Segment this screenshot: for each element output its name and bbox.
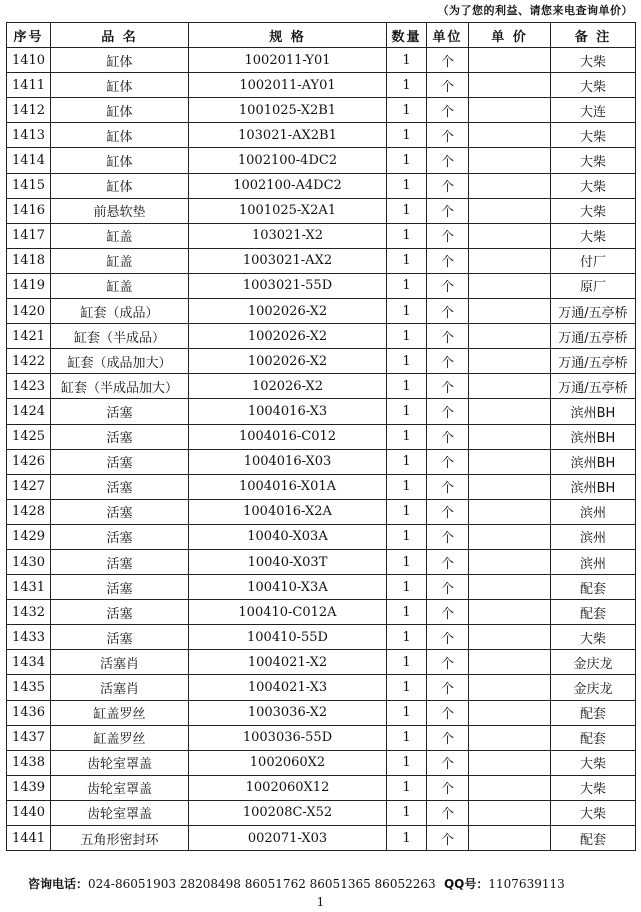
cell-product-name: 缸套（成品加大） (51, 349, 189, 374)
cell-specification: 1004016-X2A (189, 499, 387, 524)
cell-serial-no: 1415 (7, 173, 51, 198)
cell-remark: 金庆龙 (551, 650, 636, 675)
cell-remark: 滨州BH (551, 399, 636, 424)
table-row (7, 349, 636, 374)
cell-unit: 个 (427, 73, 469, 98)
table-row (7, 524, 636, 549)
cell-unit-price (469, 775, 551, 800)
cell-product-name: 齿轮室罩盖 (51, 750, 189, 775)
cell-product-name: 活塞肖 (51, 650, 189, 675)
cell-product-name: 五角形密封环 (51, 826, 189, 851)
table-row (7, 775, 636, 800)
cell-unit: 个 (427, 549, 469, 574)
table-row (7, 173, 636, 198)
cell-serial-no: 1421 (7, 324, 51, 349)
cell-specification: 102026-X2 (189, 374, 387, 399)
cell-product-name: 活塞 (51, 549, 189, 574)
table-row (7, 98, 636, 123)
cell-unit: 个 (427, 625, 469, 650)
cell-specification: 1003021-55D (189, 273, 387, 298)
cell-quantity: 1 (387, 223, 427, 248)
cell-product-name: 活塞 (51, 449, 189, 474)
cell-product-name: 活塞 (51, 625, 189, 650)
table-row (7, 123, 636, 148)
cell-specification: 1002060X2 (189, 750, 387, 775)
contact-label: 咨询电话： (28, 877, 89, 891)
cell-quantity: 1 (387, 474, 427, 499)
header-specification: 规 格 (189, 23, 387, 48)
cell-remark: 大柴 (551, 800, 636, 825)
table-row (7, 600, 636, 625)
cell-specification: 103021-AX2B1 (189, 123, 387, 148)
cell-unit-price (469, 499, 551, 524)
cell-remark: 滨州BH (551, 449, 636, 474)
cell-remark: 滨州 (551, 499, 636, 524)
cell-serial-no: 1417 (7, 223, 51, 248)
qq-label: QQ号： (443, 877, 489, 891)
cell-unit: 个 (427, 198, 469, 223)
cell-serial-no: 1432 (7, 600, 51, 625)
cell-quantity: 1 (387, 600, 427, 625)
cell-unit-price (469, 173, 551, 198)
cell-remark: 配套 (551, 600, 636, 625)
cell-specification: 1002011-AY01 (189, 73, 387, 98)
cell-unit: 个 (427, 324, 469, 349)
cell-unit-price (469, 474, 551, 499)
cell-quantity: 1 (387, 650, 427, 675)
cell-unit-price (469, 650, 551, 675)
cell-specification: 1002100-A4DC2 (189, 173, 387, 198)
cell-product-name: 齿轮室罩盖 (51, 775, 189, 800)
cell-unit: 个 (427, 449, 469, 474)
cell-remark: 万通/五亭桥 (551, 349, 636, 374)
cell-quantity: 1 (387, 524, 427, 549)
cell-product-name: 活塞 (51, 424, 189, 449)
parts-price-table (6, 22, 636, 851)
cell-serial-no: 1440 (7, 800, 51, 825)
cell-serial-no: 1435 (7, 675, 51, 700)
cell-specification: 1004016-X01A (189, 474, 387, 499)
cell-unit-price (469, 826, 551, 851)
cell-quantity: 1 (387, 98, 427, 123)
cell-unit-price (469, 98, 551, 123)
cell-product-name: 活塞 (51, 474, 189, 499)
cell-unit-price (469, 198, 551, 223)
cell-specification: 1004016-X03 (189, 449, 387, 474)
cell-remark: 配套 (551, 725, 636, 750)
cell-serial-no: 1426 (7, 449, 51, 474)
cell-serial-no: 1425 (7, 424, 51, 449)
cell-specification: 1002026-X2 (189, 324, 387, 349)
cell-remark: 大柴 (551, 198, 636, 223)
cell-serial-no: 1434 (7, 650, 51, 675)
table-header-row (7, 23, 636, 48)
table-row (7, 675, 636, 700)
cell-unit: 个 (427, 349, 469, 374)
cell-specification: 1004021-X3 (189, 675, 387, 700)
cell-remark: 付厂 (551, 248, 636, 273)
table-row (7, 750, 636, 775)
contact-phones: 024-86051903 28208498 86051762 86051365 86052263 (88, 877, 436, 891)
cell-serial-no: 1438 (7, 750, 51, 775)
cell-product-name: 活塞 (51, 499, 189, 524)
cell-unit-price (469, 625, 551, 650)
cell-specification: 1002026-X2 (189, 299, 387, 324)
cell-specification: 100410-55D (189, 625, 387, 650)
page-number: 1 (316, 895, 325, 909)
cell-quantity: 1 (387, 123, 427, 148)
cell-unit: 个 (427, 650, 469, 675)
cell-remark: 万通/五亭桥 (551, 299, 636, 324)
table-row (7, 424, 636, 449)
cell-unit: 个 (427, 424, 469, 449)
cell-serial-no: 1436 (7, 700, 51, 725)
cell-product-name: 缸体 (51, 123, 189, 148)
cell-remark: 配套 (551, 575, 636, 600)
table-row (7, 575, 636, 600)
cell-remark: 大柴 (551, 775, 636, 800)
cell-unit: 个 (427, 248, 469, 273)
table-row (7, 826, 636, 851)
cell-unit: 个 (427, 123, 469, 148)
cell-unit: 个 (427, 173, 469, 198)
cell-serial-no: 1416 (7, 198, 51, 223)
cell-remark: 滨州 (551, 549, 636, 574)
cell-unit: 个 (427, 750, 469, 775)
cell-remark: 大柴 (551, 223, 636, 248)
cell-serial-no: 1429 (7, 524, 51, 549)
cell-specification: 002071-X03 (189, 826, 387, 851)
cell-unit: 个 (427, 675, 469, 700)
cell-product-name: 缸体 (51, 73, 189, 98)
cell-remark: 万通/五亭桥 (551, 324, 636, 349)
cell-product-name: 缸套（半成品） (51, 324, 189, 349)
header-remark: 备 注 (551, 23, 636, 48)
cell-unit-price (469, 424, 551, 449)
cell-serial-no: 1411 (7, 73, 51, 98)
cell-quantity: 1 (387, 148, 427, 173)
cell-quantity: 1 (387, 700, 427, 725)
cell-unit-price (469, 600, 551, 625)
cell-unit-price (469, 449, 551, 474)
cell-unit-price (469, 800, 551, 825)
cell-unit: 个 (427, 700, 469, 725)
cell-unit-price (469, 725, 551, 750)
cell-remark: 滨州BH (551, 424, 636, 449)
table-row (7, 399, 636, 424)
cell-quantity: 1 (387, 725, 427, 750)
cell-unit: 个 (427, 98, 469, 123)
cell-unit: 个 (427, 223, 469, 248)
cell-unit-price (469, 349, 551, 374)
cell-remark: 大柴 (551, 73, 636, 98)
table-row (7, 650, 636, 675)
cell-serial-no: 1422 (7, 349, 51, 374)
cell-quantity: 1 (387, 449, 427, 474)
cell-serial-no: 1419 (7, 273, 51, 298)
cell-quantity: 1 (387, 73, 427, 98)
cell-unit: 个 (427, 48, 469, 73)
table-row (7, 273, 636, 298)
cell-unit-price (469, 324, 551, 349)
cell-specification: 1004021-X2 (189, 650, 387, 675)
table-row (7, 248, 636, 273)
cell-product-name: 活塞 (51, 524, 189, 549)
cell-remark: 大柴 (551, 148, 636, 173)
cell-unit-price (469, 575, 551, 600)
table-row (7, 148, 636, 173)
cell-quantity: 1 (387, 549, 427, 574)
cell-quantity: 1 (387, 198, 427, 223)
cell-unit-price (469, 675, 551, 700)
cell-unit-price (469, 273, 551, 298)
cell-quantity: 1 (387, 775, 427, 800)
cell-specification: 1002026-X2 (189, 349, 387, 374)
cell-serial-no: 1427 (7, 474, 51, 499)
table-row (7, 700, 636, 725)
cell-quantity: 1 (387, 750, 427, 775)
cell-unit-price (469, 48, 551, 73)
cell-quantity: 1 (387, 424, 427, 449)
cell-unit: 个 (427, 826, 469, 851)
cell-unit-price (469, 223, 551, 248)
price-inquiry-note: （为了您的利益、请您来电查询单价） (437, 4, 633, 17)
cell-specification: 1003021-AX2 (189, 248, 387, 273)
cell-specification: 1003036-55D (189, 725, 387, 750)
cell-quantity: 1 (387, 399, 427, 424)
cell-remark: 金庆龙 (551, 675, 636, 700)
cell-product-name: 前悬软垫 (51, 198, 189, 223)
cell-product-name: 缸体 (51, 48, 189, 73)
cell-remark: 大柴 (551, 625, 636, 650)
cell-remark: 滨州 (551, 524, 636, 549)
cell-specification: 1001025-X2A1 (189, 198, 387, 223)
cell-specification: 1001025-X2B1 (189, 98, 387, 123)
header-quantity: 数量 (387, 23, 427, 48)
cell-quantity: 1 (387, 499, 427, 524)
cell-remark: 滨州BH (551, 474, 636, 499)
cell-specification: 100410-X3A (189, 575, 387, 600)
table-row (7, 800, 636, 825)
cell-quantity: 1 (387, 826, 427, 851)
cell-product-name: 缸盖 (51, 273, 189, 298)
cell-serial-no: 1431 (7, 575, 51, 600)
table-row (7, 725, 636, 750)
cell-product-name: 缸套（成品） (51, 299, 189, 324)
cell-product-name: 缸盖 (51, 223, 189, 248)
cell-specification: 103021-X2 (189, 223, 387, 248)
cell-unit: 个 (427, 499, 469, 524)
cell-unit-price (469, 750, 551, 775)
cell-product-name: 活塞 (51, 399, 189, 424)
cell-product-name: 缸体 (51, 98, 189, 123)
cell-remark: 大柴 (551, 123, 636, 148)
cell-product-name: 活塞 (51, 600, 189, 625)
cell-serial-no: 1414 (7, 148, 51, 173)
cell-specification: 1004016-C012 (189, 424, 387, 449)
cell-unit-price (469, 700, 551, 725)
cell-remark: 大柴 (551, 750, 636, 775)
cell-unit: 个 (427, 800, 469, 825)
cell-serial-no: 1430 (7, 549, 51, 574)
cell-remark: 大柴 (551, 48, 636, 73)
contact-footer (28, 875, 565, 892)
cell-unit: 个 (427, 273, 469, 298)
cell-serial-no: 1439 (7, 775, 51, 800)
cell-unit-price (469, 73, 551, 98)
cell-product-name: 活塞肖 (51, 675, 189, 700)
cell-quantity: 1 (387, 625, 427, 650)
table-row (7, 499, 636, 524)
cell-remark: 配套 (551, 700, 636, 725)
table-row (7, 324, 636, 349)
cell-specification: 100410-C012A (189, 600, 387, 625)
cell-serial-no: 1423 (7, 374, 51, 399)
cell-quantity: 1 (387, 675, 427, 700)
header-product-name: 品 名 (51, 23, 189, 48)
cell-specification: 1004016-X3 (189, 399, 387, 424)
cell-unit: 个 (427, 524, 469, 549)
table-row (7, 223, 636, 248)
qq-number: 1107639113 (488, 877, 565, 891)
cell-specification: 1003036-X2 (189, 700, 387, 725)
cell-serial-no: 1428 (7, 499, 51, 524)
cell-quantity: 1 (387, 173, 427, 198)
cell-unit-price (469, 123, 551, 148)
cell-specification: 10040-X03A (189, 524, 387, 549)
table-row (7, 474, 636, 499)
cell-remark: 大柴 (551, 173, 636, 198)
table-row (7, 198, 636, 223)
table-row (7, 449, 636, 474)
cell-product-name: 缸体 (51, 173, 189, 198)
cell-product-name: 缸盖罗丝 (51, 700, 189, 725)
cell-unit-price (469, 148, 551, 173)
cell-unit: 个 (427, 474, 469, 499)
cell-quantity: 1 (387, 273, 427, 298)
cell-unit: 个 (427, 399, 469, 424)
cell-unit: 个 (427, 374, 469, 399)
cell-quantity: 1 (387, 349, 427, 374)
cell-serial-no: 1437 (7, 725, 51, 750)
cell-specification: 1002060X12 (189, 775, 387, 800)
cell-specification: 1002011-Y01 (189, 48, 387, 73)
table-row (7, 625, 636, 650)
table-row (7, 48, 636, 73)
cell-unit: 个 (427, 600, 469, 625)
cell-unit: 个 (427, 299, 469, 324)
cell-serial-no: 1418 (7, 248, 51, 273)
cell-unit-price (469, 524, 551, 549)
cell-unit: 个 (427, 148, 469, 173)
cell-unit: 个 (427, 725, 469, 750)
cell-product-name: 缸盖 (51, 248, 189, 273)
table-row (7, 299, 636, 324)
cell-remark: 配套 (551, 826, 636, 851)
table-row (7, 73, 636, 98)
cell-unit-price (469, 399, 551, 424)
cell-quantity: 1 (387, 575, 427, 600)
cell-serial-no: 1420 (7, 299, 51, 324)
cell-product-name: 活塞 (51, 575, 189, 600)
cell-remark: 万通/五亭桥 (551, 374, 636, 399)
cell-remark: 原厂 (551, 273, 636, 298)
cell-product-name: 缸盖罗丝 (51, 725, 189, 750)
header-unit-price: 单 价 (469, 23, 551, 48)
header-unit: 单位 (427, 23, 469, 48)
header-serial-no: 序号 (7, 23, 51, 48)
table-row (7, 549, 636, 574)
cell-quantity: 1 (387, 248, 427, 273)
cell-product-name: 齿轮室罩盖 (51, 800, 189, 825)
cell-unit: 个 (427, 575, 469, 600)
cell-serial-no: 1441 (7, 826, 51, 851)
cell-quantity: 1 (387, 48, 427, 73)
cell-serial-no: 1412 (7, 98, 51, 123)
cell-unit: 个 (427, 775, 469, 800)
cell-quantity: 1 (387, 800, 427, 825)
cell-product-name: 缸体 (51, 148, 189, 173)
table-row (7, 374, 636, 399)
cell-unit-price (469, 248, 551, 273)
cell-serial-no: 1410 (7, 48, 51, 73)
cell-specification: 100208C-X52 (189, 800, 387, 825)
cell-unit-price (469, 549, 551, 574)
cell-product-name: 缸套（半成品加大） (51, 374, 189, 399)
cell-unit-price (469, 374, 551, 399)
cell-quantity: 1 (387, 299, 427, 324)
cell-remark: 大连 (551, 98, 636, 123)
cell-specification: 1002100-4DC2 (189, 148, 387, 173)
cell-specification: 10040-X03T (189, 549, 387, 574)
cell-serial-no: 1413 (7, 123, 51, 148)
cell-unit-price (469, 299, 551, 324)
cell-serial-no: 1424 (7, 399, 51, 424)
table-body (7, 48, 636, 851)
cell-quantity: 1 (387, 324, 427, 349)
cell-serial-no: 1433 (7, 625, 51, 650)
cell-quantity: 1 (387, 374, 427, 399)
